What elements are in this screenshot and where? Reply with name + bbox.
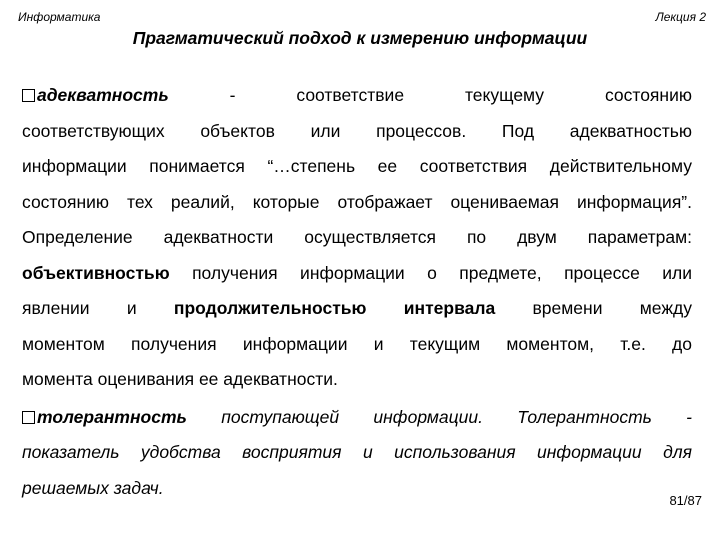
tolerance-paragraph xyxy=(22,400,692,507)
text-line: соответствующих объектов или процессов. Под адекватностью xyxy=(22,120,692,141)
checkbox-bullet-icon xyxy=(22,411,35,424)
word: текущему xyxy=(464,85,545,105)
slide-content xyxy=(22,78,692,506)
text-fragment: поступающей информации. Толерантность - xyxy=(186,406,692,427)
text-line xyxy=(22,78,692,114)
word: состоянию xyxy=(604,85,692,105)
dash: - xyxy=(229,85,236,105)
checkbox-bullet-icon xyxy=(22,89,35,102)
text-fragment: времени между xyxy=(532,298,692,318)
page-number: 81/87 xyxy=(669,493,702,508)
word: соответствие xyxy=(296,85,405,105)
text-line xyxy=(22,256,692,292)
objectivity-term: объективностью xyxy=(22,262,170,283)
text-line: информации понимается “…степень ее соответствия действительному xyxy=(22,156,692,176)
text-fragment: получения информации о предмете, процессе или xyxy=(169,262,692,283)
adequacy-paragraph xyxy=(22,78,692,398)
text-line: моментом получения информации и текущим моментом, т.е. до xyxy=(22,333,692,354)
text-line xyxy=(22,400,692,436)
text-line: решаемых задач. xyxy=(22,477,164,498)
text-line xyxy=(22,291,692,327)
interval-term: интервала xyxy=(403,298,496,318)
lecture-number: Лекция 2 xyxy=(655,10,706,24)
course-name: Информатика xyxy=(18,10,101,24)
text-line: показатель удобства восприятия и использования информации для xyxy=(22,442,692,462)
text-line: Определение адекватности осуществляется по двум параметрам: xyxy=(22,227,692,247)
slide-title: Прагматический подход к измерению информации xyxy=(132,28,588,48)
adequacy-term: адекватность xyxy=(37,85,169,105)
text-line: момента оценивания ее адекватности. xyxy=(22,369,338,389)
tolerance-term: толерантность xyxy=(37,406,187,427)
text-fragment: явлении и xyxy=(22,298,174,318)
text-line: состоянию тех реалий, которые отображает оцениваемая информация”. xyxy=(22,191,692,212)
duration-term: продолжительностью xyxy=(173,298,367,318)
